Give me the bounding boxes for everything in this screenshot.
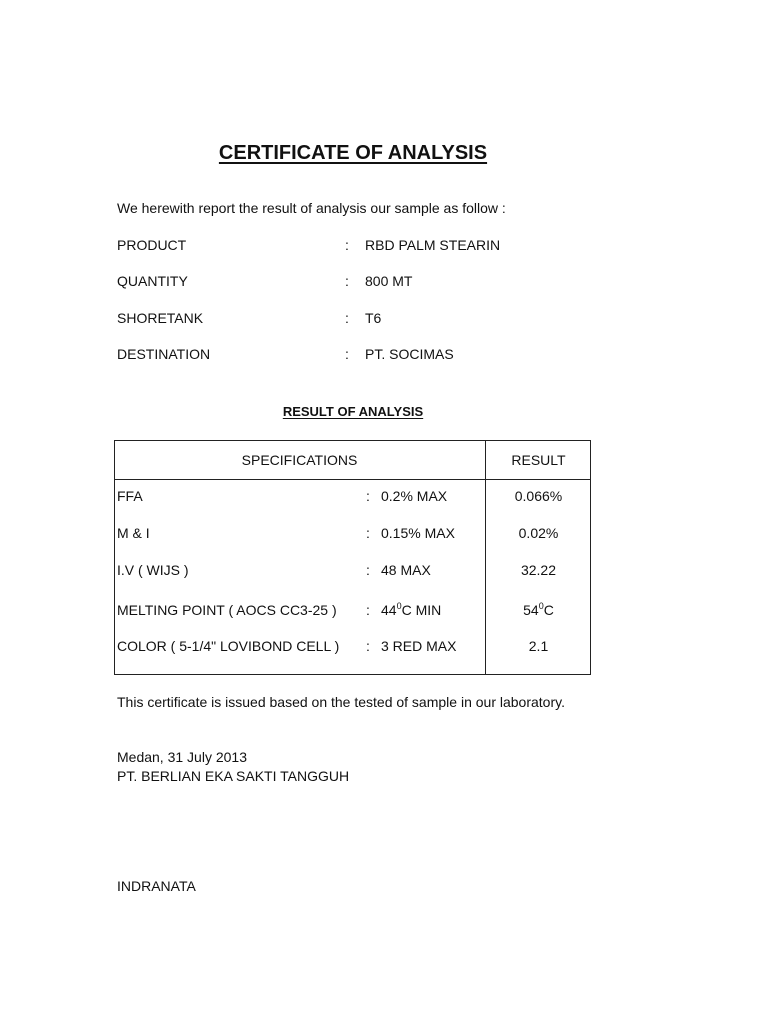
degree-mark: 0 xyxy=(396,601,402,611)
info-label-shoretank: SHORETANK xyxy=(117,310,204,326)
table-header-divider xyxy=(114,479,591,480)
limit-value: 44 xyxy=(381,602,397,618)
table-header-result: RESULT xyxy=(511,452,566,468)
info-colon: : xyxy=(345,346,349,362)
info-colon: : xyxy=(345,237,349,253)
spec-name-ffa: FFA xyxy=(117,488,143,504)
spec-result-iv: 32.22 xyxy=(520,562,557,578)
company-name: PT. BERLIAN EKA SAKTI TANGGUH xyxy=(117,768,350,784)
spec-result-melting-point xyxy=(486,602,591,618)
spec-limit-melting-point xyxy=(381,602,441,618)
spec-name-mi: M & I xyxy=(117,525,150,541)
info-value-product: RBD PALM STEARIN xyxy=(365,237,501,253)
info-value-shoretank: T6 xyxy=(365,310,382,326)
info-colon: : xyxy=(345,273,349,289)
degree-mark: 0 xyxy=(538,601,544,611)
document-title: CERTIFICATE OF ANALYSIS xyxy=(218,142,488,164)
info-label-product: PRODUCT xyxy=(117,237,187,253)
info-value-quantity: 800 MT xyxy=(365,273,413,289)
spec-limit-color: 3 RED MAX xyxy=(381,638,457,654)
result-unit: C xyxy=(543,602,554,618)
info-label-quantity: QUANTITY xyxy=(117,273,188,289)
spec-name-color: COLOR ( 5-1/4" LOVIBOND CELL ) xyxy=(117,638,340,654)
spec-colon: : xyxy=(366,602,370,618)
info-value-destination: PT. SOCIMAS xyxy=(365,346,454,362)
spec-limit-mi: 0.15% MAX xyxy=(381,525,455,541)
certificate-statement: This certificate is issued based on the tested of sample in our laboratory. xyxy=(117,694,565,710)
result-value: 54 xyxy=(523,602,539,618)
spec-limit-iv: 48 MAX xyxy=(381,562,431,578)
spec-name-iv: I.V ( WIJS ) xyxy=(117,562,189,578)
signatory-name: INDRANATA xyxy=(117,878,196,894)
spec-result-mi: 0.02% xyxy=(518,525,559,541)
spec-limit-ffa: 0.2% MAX xyxy=(381,488,448,504)
place-date: Medan, 31 July 2013 xyxy=(117,749,247,765)
spec-result-ffa: 0.066% xyxy=(514,488,563,504)
info-label-destination: DESTINATION xyxy=(117,346,211,362)
spec-colon: : xyxy=(366,525,370,541)
spec-colon: : xyxy=(366,488,370,504)
table-header-specifications: SPECIFICATIONS xyxy=(241,452,358,468)
spec-name-melting-point: MELTING POINT ( AOCS CC3-25 ) xyxy=(117,602,337,618)
spec-result-color: 2.1 xyxy=(528,638,549,654)
result-heading: RESULT OF ANALYSIS xyxy=(282,404,424,419)
intro-text: We herewith report the result of analysis our sample as follow : xyxy=(117,200,506,216)
info-colon: : xyxy=(345,310,349,326)
spec-colon: : xyxy=(366,562,370,578)
spec-colon: : xyxy=(366,638,370,654)
limit-unit: C MIN xyxy=(401,602,442,618)
